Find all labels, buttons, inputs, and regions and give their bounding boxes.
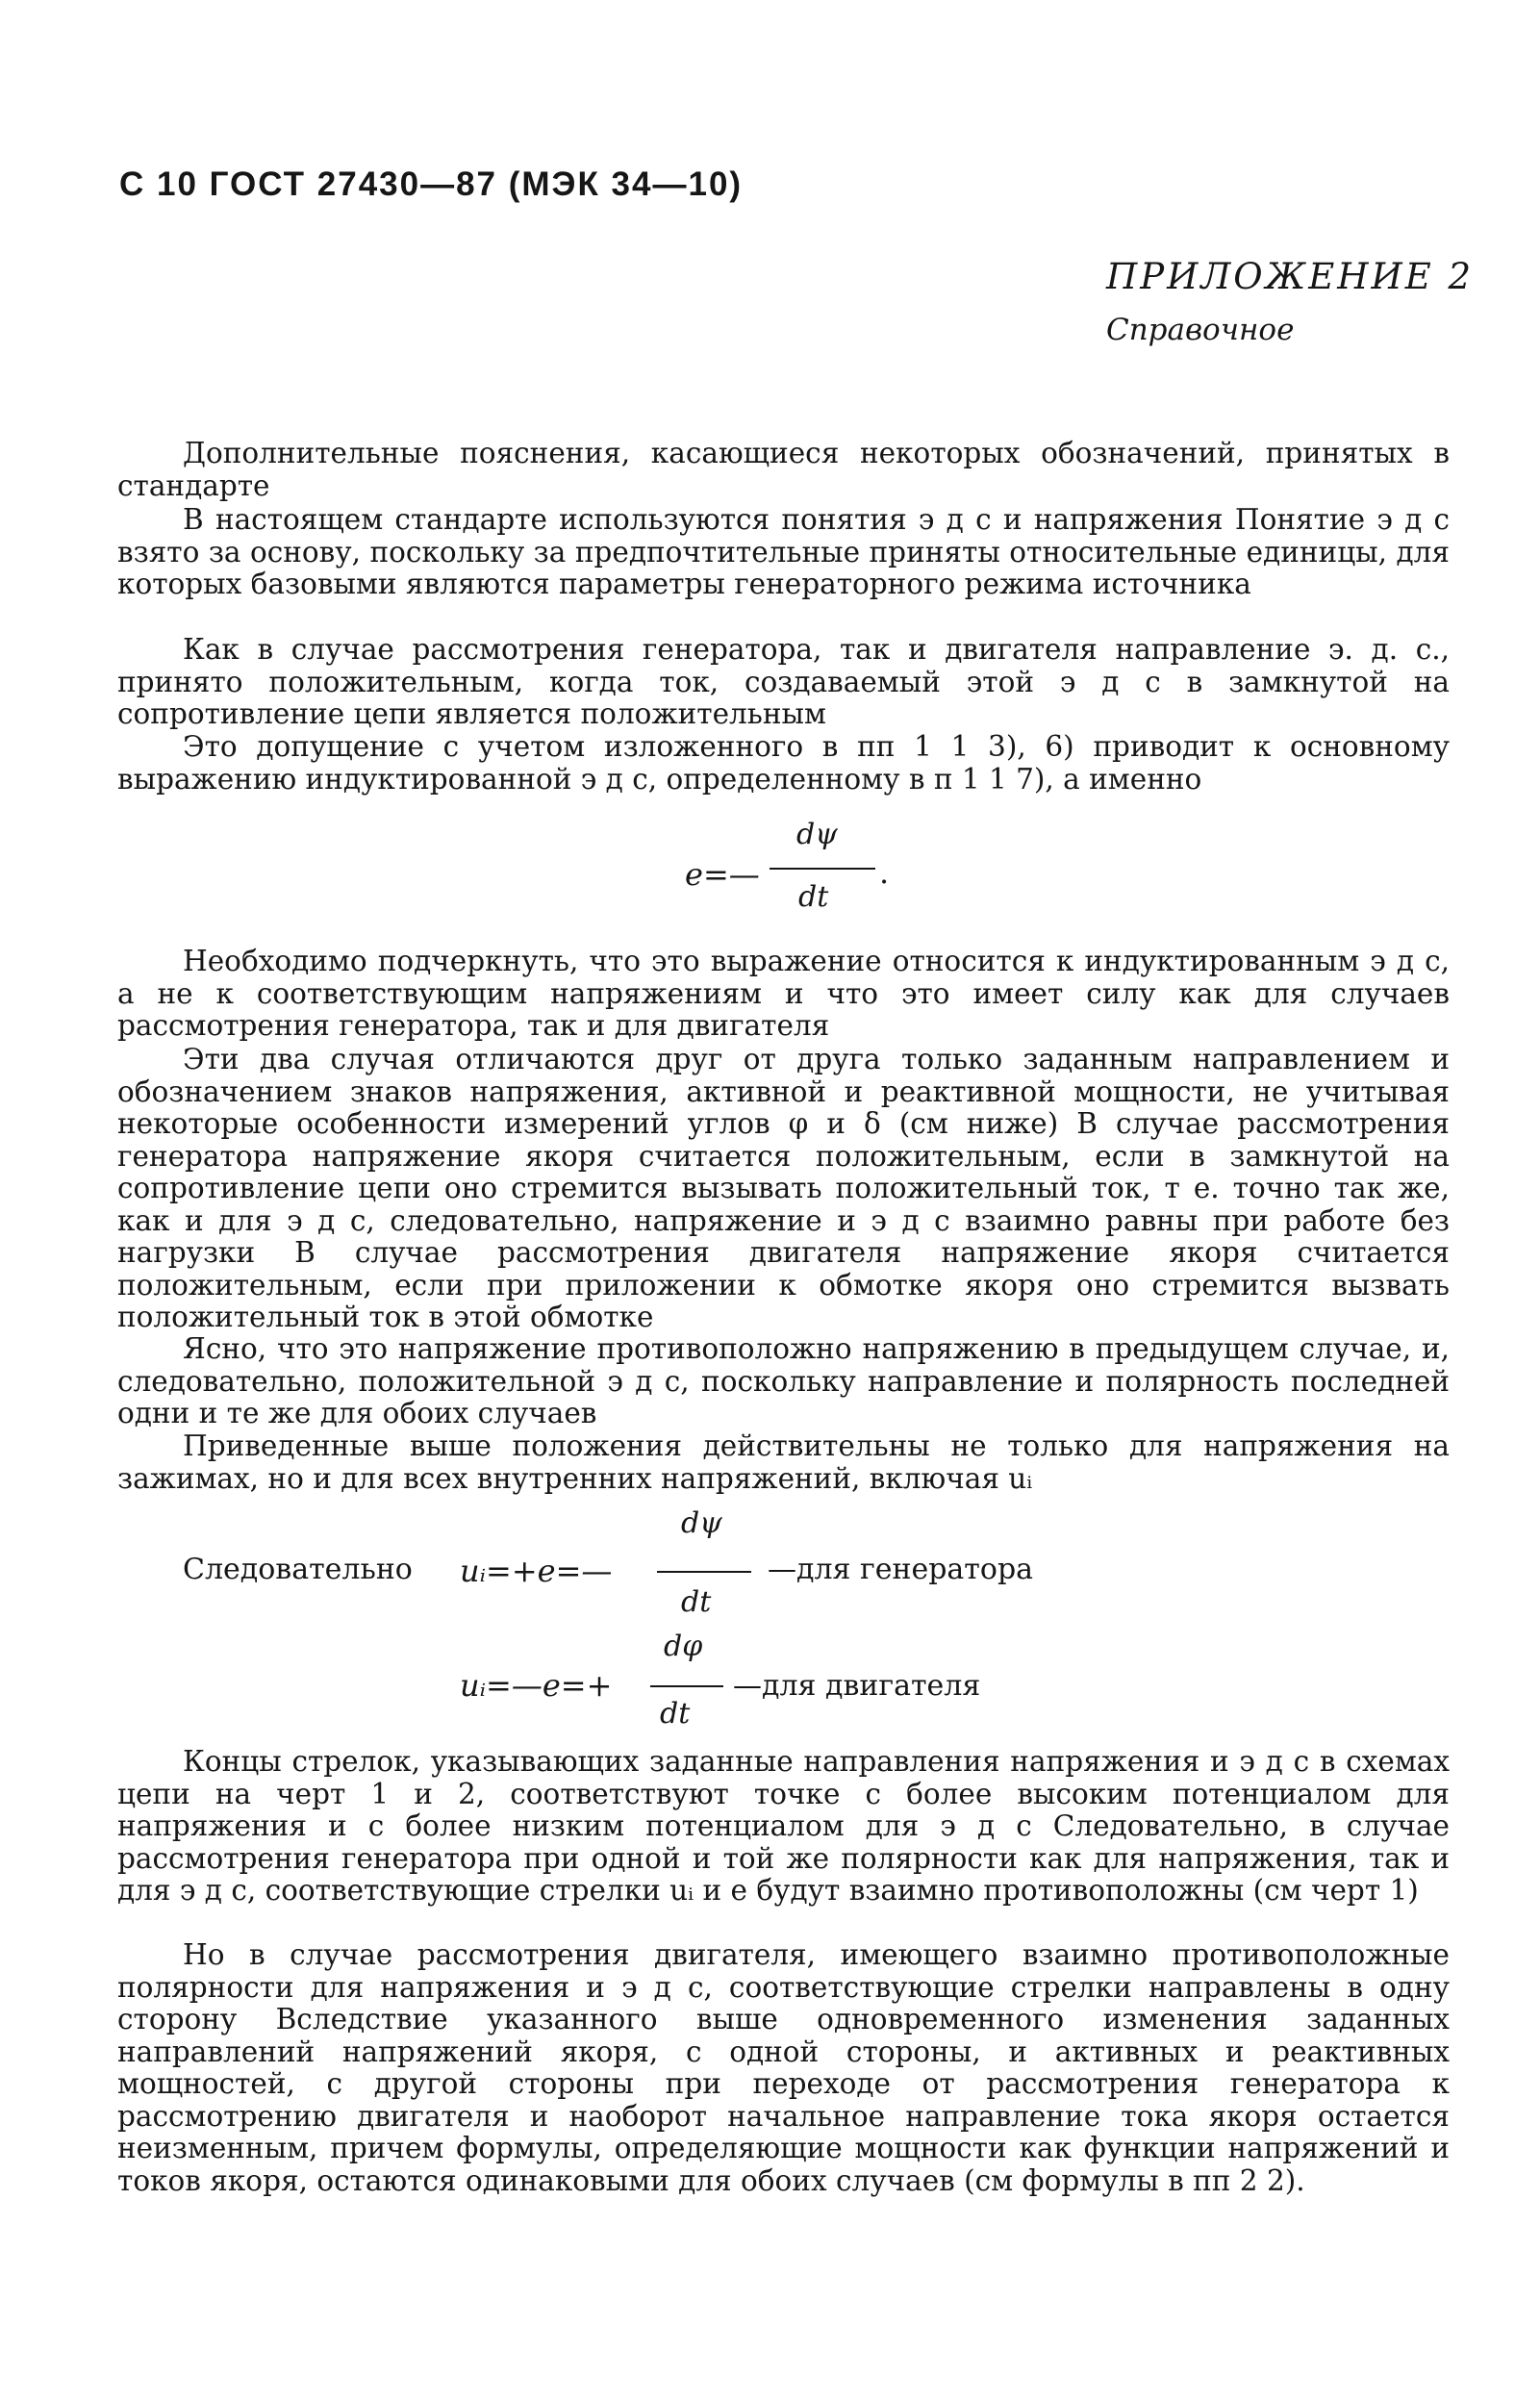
formula-motor-label: —для двигателя (733, 1669, 981, 1703)
paragraph-emf-concept: В настоящем стандарте используются понятия э д с и напряжения Понятие э д с взято за основу, поскольку за предпочтительные приняты относительные единицы, для которых базовыми являются параметры генераторного режима источника (117, 503, 1450, 600)
formula-emf-denominator: dt (798, 880, 829, 914)
formula-generator-lhs: uᵢ=+e=— (460, 1553, 613, 1589)
paragraph-intro: Дополнительные пояснения, касающиеся некоторых обозначений, принятых в стандарте (117, 437, 1450, 502)
formula-emf-period: . (879, 854, 890, 891)
formula-generator-lead: Следовательно (183, 1553, 413, 1586)
formula-emf-numerator: dψ (796, 818, 838, 851)
formula-motor-fraction-bar (650, 1685, 723, 1687)
paragraph-internal-voltages: Приведенные выше положения действительны не только для напряжения на зажимах, но и для всех внутренних напряжений, включая uᵢ (117, 1429, 1450, 1495)
formula-generator-denominator: dt (681, 1585, 712, 1619)
formula-motor-lhs: uᵢ=—e=+ (460, 1667, 613, 1704)
formula-emf-fraction-bar (770, 868, 875, 870)
formula-motor-numerator: dφ (664, 1630, 703, 1663)
appendix-subtitle: Справочное (1106, 313, 1295, 347)
paragraph-motor-case: Но в случае рассмотрения двигателя, имеющего взаимно противоположные полярности для напряжения и э д с, соответствующие стрелки направлены в одну сторону Вследствие указанного выше одновременного изменения заданных направлений напряжений якоря, с одной стороны, и активных и реактивных мощностей, с другой стороны при переходе от рассмотрения генератора к рассмотрению двигателя и наоборот начальное направление тока якоря остается неизменным, причем формулы, определяющие мощности как функции напряжений и токов якоря, остаются одинаковыми для обоих случаев (см формулы в пп 2 2). (117, 1938, 1450, 2197)
formula-motor-denominator: dt (660, 1697, 691, 1731)
formula-emf-lhs: e=— (685, 856, 760, 893)
paragraph-opposite: Ясно, что это напряжение противоположно напряжению в предыдущем случае, и, следовательно, положительной э д с, поскольку направление и полярность последней одни и те же для обоих случаев (117, 1332, 1450, 1429)
formula-generator-numerator: dψ (681, 1506, 722, 1540)
paragraph-assumption: Это допущение с учетом изложенного в пп 1 1 3), 6) приводит к основному выражению индуктированной э д с, определенному в п 1 1 7), а именно (117, 730, 1450, 796)
paragraph-arrow-ends: Концы стрелок, указывающих заданные направления напряжения и э д с в схемах цепи на черт 1 и 2, соответствуют точке с более высоким потенциалом для напряжения и с более низким потенциалом для э д с Следовательно, в случае рассмотрения генератора при одной и той же полярности как для напряжения, так и для э д с, соответствующие стрелки uᵢ и e будут взаимно противоположны (см черт 1) (117, 1745, 1450, 1907)
formula-generator-label: —для генератора (768, 1553, 1034, 1586)
page-header: С 10 ГОСТ 27430—87 (МЭК 34—10) (119, 165, 744, 203)
paragraph-two-cases: Эти два случая отличаются друг от друга только заданным направлением и обозначением знаков напряжения, активной и реактивной мощности, не учитывая некоторые особенности измерений углов φ и δ (см ниже) В случае рассмотрения генератора напряжение якоря считается положительным, если в замкнутой на сопротивление цепи оно стремится вызывать положительный ток, т е. точно так же, как и для э д с, следовательно, напряжение и э д с взаимно равны при работе без нагрузки В случае рассмотрения двигателя напряжение якоря считается положительным, если при приложении к обмотке якоря оно стремится вызвать положительный ток в этой обмотке (117, 1043, 1450, 1333)
formula-generator-fraction-bar (657, 1571, 751, 1573)
paragraph-emphasis: Необходимо подчеркнуть, что это выражение относится к индуктированным э д с, а не к соответствующим напряжениям и что это имеет силу как для случаев рассмотрения генератора, так и для двигателя (117, 945, 1450, 1042)
appendix-title: ПРИЛОЖЕНИЕ 2 (1106, 256, 1475, 297)
paragraph-direction: Как в случае рассмотрения генератора, так и двигателя направление э. д. с., принято положительным, когда ток, создаваемый этой э д с в замкнутой на сопротивление цепи является положительным (117, 633, 1450, 730)
